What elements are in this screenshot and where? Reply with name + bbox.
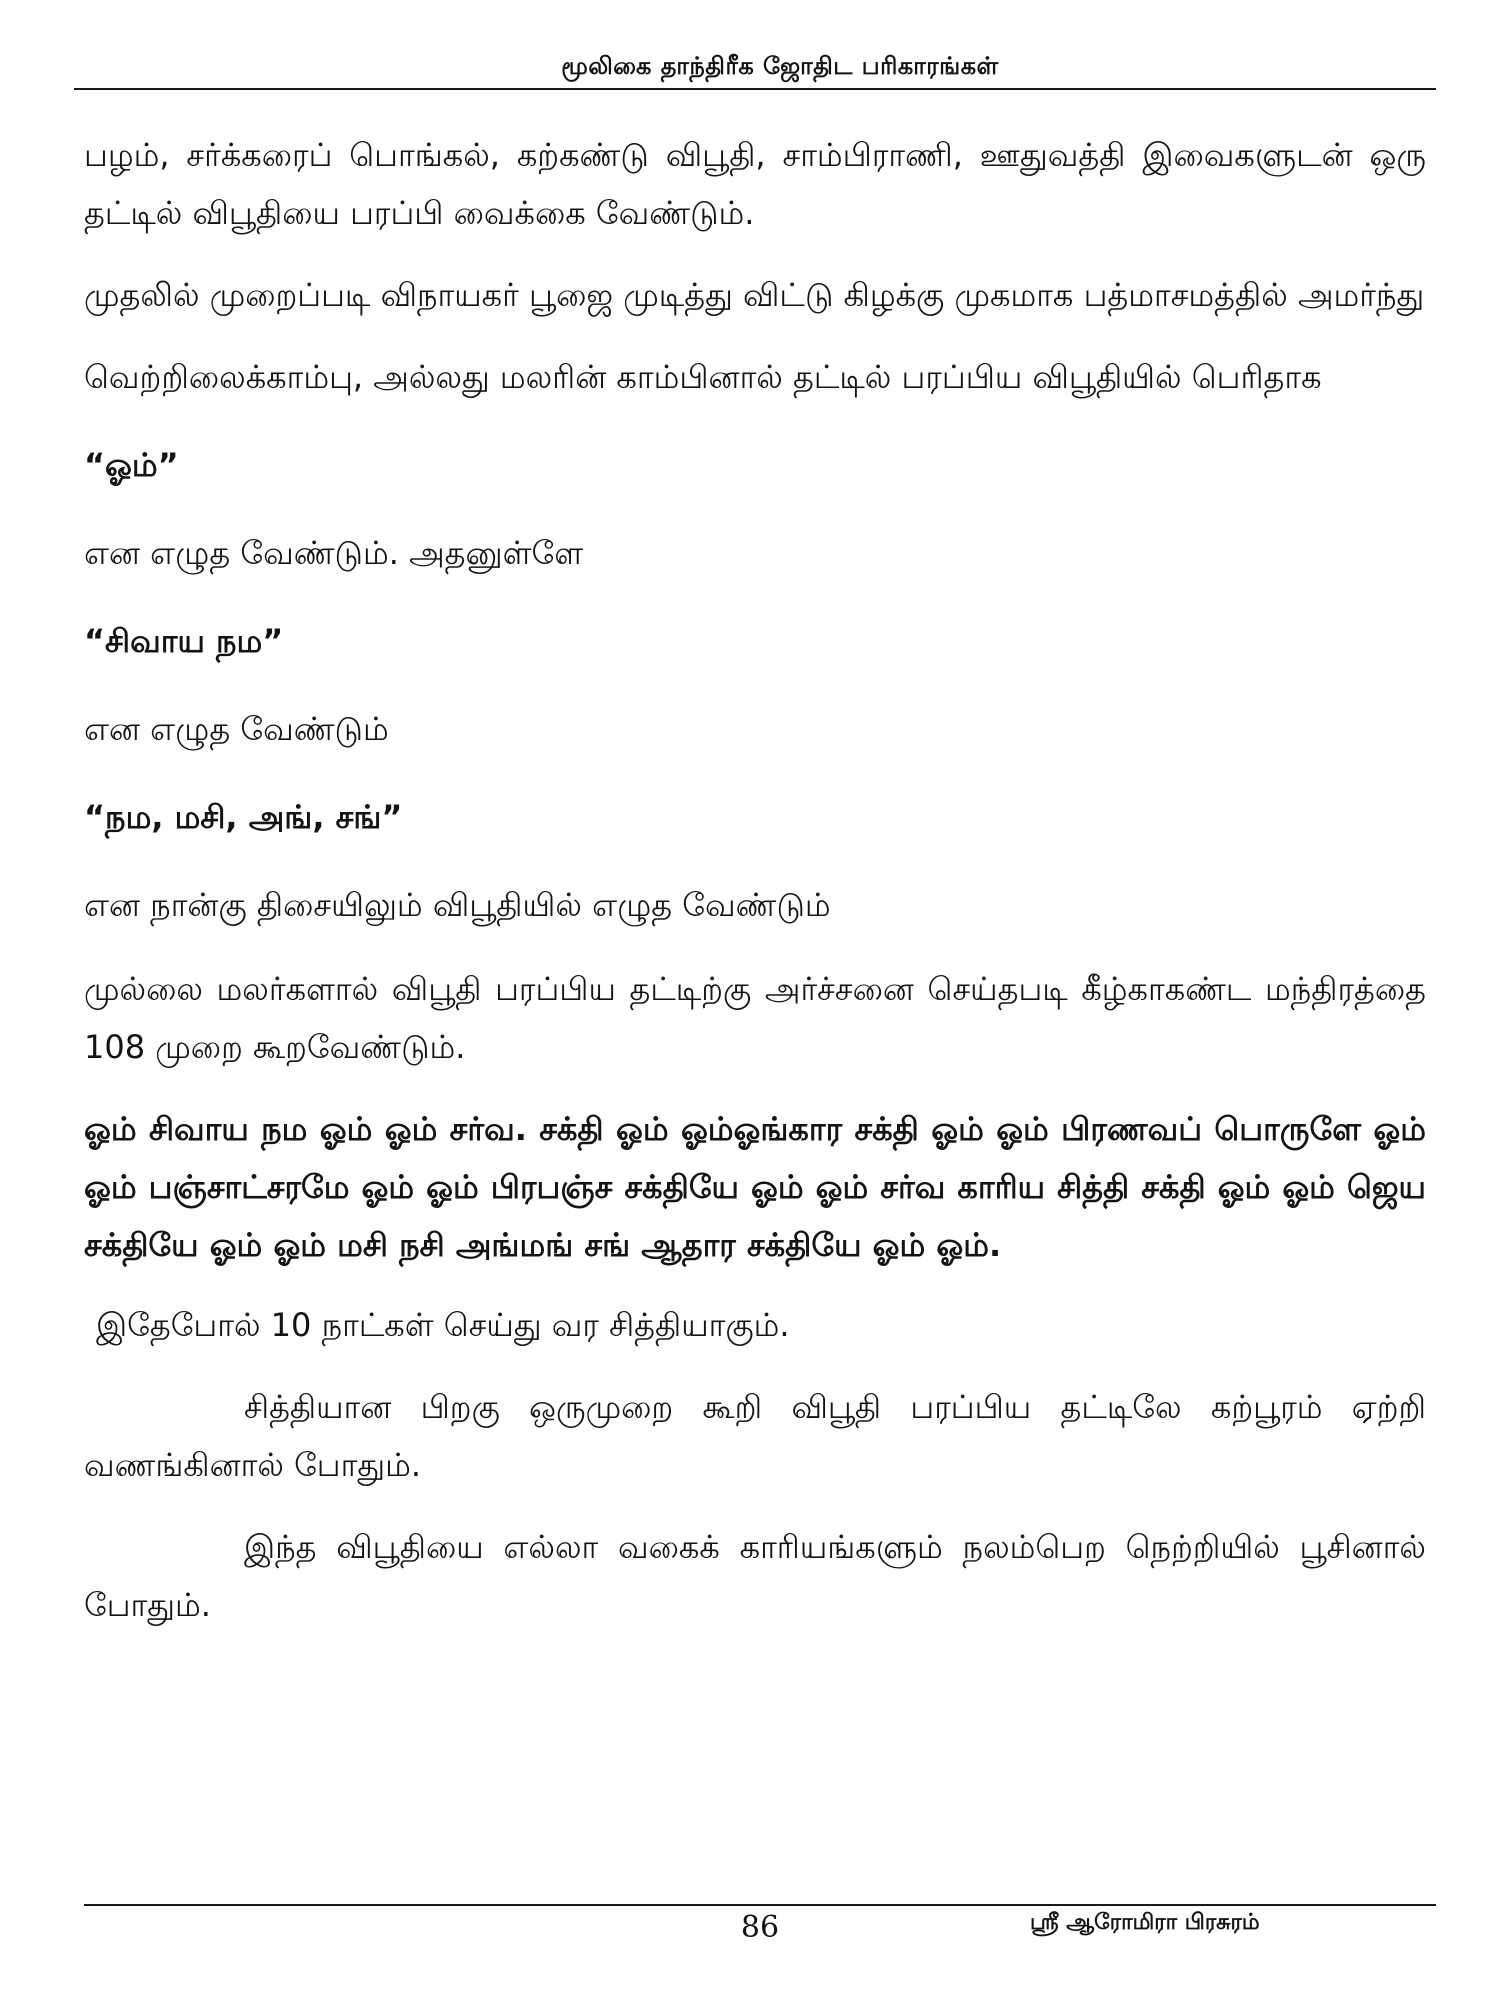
paragraph-vinayagar-pooja: முதலில் முறைப்படி விநாயகர் பூஜை முடித்து விட்டு கிழக்கு முகமாக பத்மாசமத்தில் அமர்ந்து bbox=[84, 276, 1425, 314]
publisher-name: ஸ்ரீ ஆரோமிரா பிரசுரம் bbox=[1030, 1910, 1260, 1935]
paragraph-ten-days: இதேபோல் 10 நாட்கள் செய்து வர சித்தியாகும். bbox=[96, 1306, 790, 1344]
page-body bbox=[84, 110, 1426, 1634]
footer-rule bbox=[84, 1904, 1436, 1906]
header-rule bbox=[74, 88, 1436, 90]
running-header: மூலிகை தாந்திரீக ஜோதிட பரிகாரங்கள் bbox=[561, 52, 999, 80]
paragraph-write: என எழுத வேண்டும் bbox=[84, 710, 389, 748]
paragraph-offerings: பழம், சர்க்கரைப் பொங்கல், கற்கண்டு விபூதி, சாம்பிராணி, ஊதுவத்தி இவைகளுடன் ஒரு தட்டில் விபூதியை பரப்பி வைக்கை வேண்டும். bbox=[84, 136, 1426, 232]
mantra-four-syllables: “நம, மசி, அங், சங்” bbox=[84, 798, 403, 836]
page-number: 86 bbox=[740, 1910, 780, 1945]
mantra-om: “ஓம்” bbox=[84, 446, 179, 484]
paragraph-write-inside: என எழுத வேண்டும். அதனுள்ளே bbox=[84, 534, 584, 572]
paragraph-four-directions: என நான்கு திசையிலும் விபூதியில் எழுத வேண்டும் bbox=[84, 886, 831, 924]
paragraph-betel-stem: வெற்றிலைக்காம்பு, அல்லது மலரின் காம்பினால் தட்டில் பரப்பிய விபூதியில் பெரிதாக bbox=[84, 358, 1322, 396]
mantra-sivaya-nama: “சிவாய நம” bbox=[84, 622, 284, 660]
paragraph-apply-vibhuti: இந்த விபூதியை எல்லா வகைக் காரியங்களும் நலம்பெற நெற்றியில் பூசினால் போதும். bbox=[84, 1528, 1426, 1624]
paragraph-after-siddhi: சித்தியான பிறகு ஒருமுறை கூறி விபூதி பரப்பிய தட்டிலே கற்பூரம் ஏற்றி வணங்கினால் போதும். bbox=[84, 1388, 1426, 1484]
paragraph-archanai: முல்லை மலர்களால் விபூதி பரப்பிய தட்டிற்கு அர்ச்சனை செய்தபடி கீழ்காகண்ட மந்திரத்தை 108 முறை கூறவேண்டும். bbox=[84, 970, 1426, 1066]
mantra-main: ஓம் சிவாய நம ஓம் ஓம் சர்வ. சக்தி ஓம் ஓம்ஓங்கார சக்தி ஓம் ஓம் பிரணவப் பொருளே ஓம் ஓம் பஞ்சாட்சரமே ஓம் ஓம் பிரபஞ்ச சக்தியே ஓம் ஓம் சர்வ காரிய சித்தி சக்தி ஓம் ஓம் ஜெய சக்தியே ஓம் ஓம் மசி நசி அங்மங் சங் ஆதார சக்தியே ஓம் ஓம். bbox=[84, 1110, 1426, 1264]
